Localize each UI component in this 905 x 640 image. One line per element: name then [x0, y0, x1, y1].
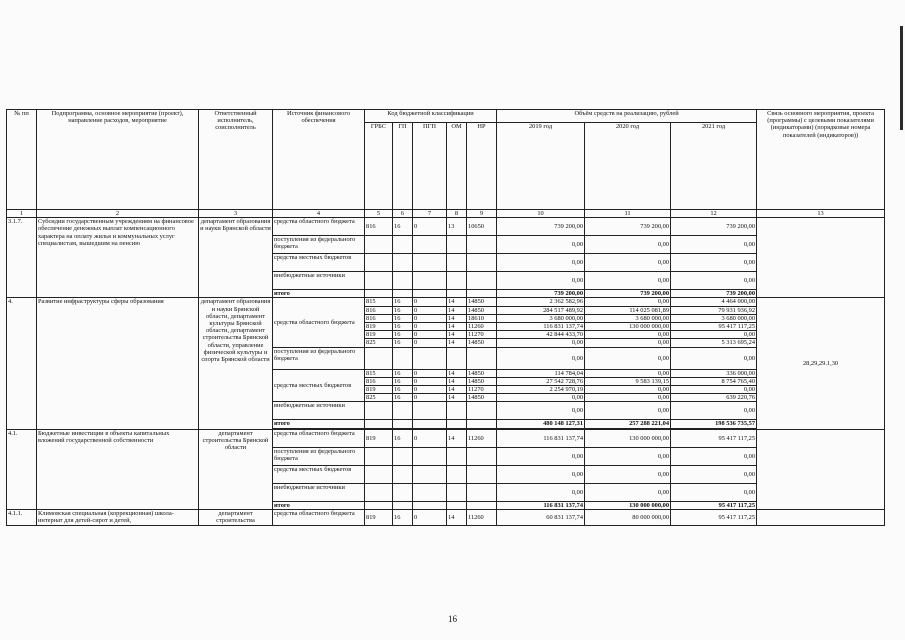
value-2020: 130 000 000,00 — [585, 429, 671, 447]
value-2019: 0,00 — [497, 483, 585, 501]
source-regional: средства областного бюджета — [273, 429, 365, 447]
value-2019: 0,00 — [497, 347, 585, 369]
om-cell: 14 — [447, 369, 467, 377]
value-2020: 0,00 — [585, 483, 671, 501]
source-local: средства местных бюджетов — [273, 369, 365, 402]
om-cell: 14 — [447, 377, 467, 385]
colnum: 7 — [413, 210, 447, 218]
value-2019: 0,00 — [497, 394, 585, 402]
source-local: средства местных бюджетов — [273, 254, 365, 272]
grbs-cell: 819 — [365, 509, 393, 525]
total-2020: 130 000 000,00 — [585, 501, 671, 509]
om-cell: 14 — [447, 386, 467, 394]
value-2019: 739 200,00 — [497, 218, 585, 236]
value-2019: 0,00 — [497, 272, 585, 290]
row-number: 4.1.1. — [7, 509, 37, 525]
value-2019: 42 844 433,70 — [497, 331, 585, 339]
value-2020: 3 680 000,00 — [585, 314, 671, 322]
source-federal: поступления из федерального бюджета — [273, 347, 365, 369]
link-cell — [757, 218, 885, 298]
colnum: 1 — [7, 210, 37, 218]
pgp-cell: 0 — [413, 377, 447, 385]
value-2020: 130 000 000,00 — [585, 323, 671, 331]
source-total: итого — [273, 420, 365, 428]
value-2021: 0,00 — [671, 483, 757, 501]
value-2020: 0,00 — [585, 369, 671, 377]
value-2021: 739 200,00 — [671, 218, 757, 236]
value-2019: 27 542 728,76 — [497, 377, 585, 385]
total-2021: 198 536 735,57 — [671, 420, 757, 428]
grbs-cell: 825 — [365, 394, 393, 402]
pgp-cell: 0 — [413, 386, 447, 394]
value-2021: 0,00 — [671, 386, 757, 394]
gp-cell: 16 — [393, 509, 413, 525]
nr-cell: 14850 — [467, 394, 497, 402]
source-total: итого — [273, 290, 365, 298]
nr-cell: 11270 — [467, 331, 497, 339]
om-cell: 14 — [447, 323, 467, 331]
pgp-cell: 0 — [413, 394, 447, 402]
responsible: департамент образования и науки Брянской области, департамент культуры Брянской области, департамент строительства Брянской области, управление физической культуры и спорта Брянской области — [199, 298, 273, 429]
volume-header: Объём средств на реализацию, рублей — [497, 110, 757, 123]
grbs-cell: 819 — [365, 323, 393, 331]
value-2020: 80 000 000,00 — [585, 509, 671, 525]
measure-name: Развитие инфраструктуры сферы образования — [37, 298, 199, 429]
measure-name: Климовская специальная (коррекционная) школа-интернат для детей-сирот и детей, — [37, 509, 199, 525]
gp-cell: 16 — [393, 394, 413, 402]
total-2019: 116 831 137,74 — [497, 501, 585, 509]
value-2019: 114 784,04 — [497, 369, 585, 377]
budget-table — [6, 109, 885, 526]
value-2020: 0,00 — [585, 254, 671, 272]
source-federal: поступления из федерального бюджета — [273, 236, 365, 254]
colnum: 4 — [273, 210, 365, 218]
nr-cell: 11260 — [467, 323, 497, 331]
grbs-cell: 819 — [365, 386, 393, 394]
value-2019: 116 831 137,74 — [497, 429, 585, 447]
value-2020: 0,00 — [585, 339, 671, 347]
value-2020: 0,00 — [585, 447, 671, 465]
value-2021: 0,00 — [671, 447, 757, 465]
pgp-cell: 0 — [413, 298, 447, 306]
source-local: средства местных бюджетов — [273, 465, 365, 483]
link-cell — [757, 429, 885, 509]
nr-cell: 14850 — [467, 369, 497, 377]
value-2019: 2 254 970,19 — [497, 386, 585, 394]
source-offbudget: внебюджетные источники — [273, 402, 365, 420]
total-2021: 739 200,00 — [671, 290, 757, 298]
value-2021: 95 417 117,25 — [671, 323, 757, 331]
nr-cell: 10650 — [467, 218, 497, 236]
responsible: департамент строительства Брянской области — [199, 429, 273, 509]
link-indicators: 28,29,29.1,30 — [757, 298, 885, 429]
grbs-cell: 816 — [365, 314, 393, 322]
table-row — [7, 429, 885, 447]
value-2019: 3 680 000,00 — [497, 314, 585, 322]
table-row — [7, 298, 885, 306]
pgp-cell: 0 — [413, 339, 447, 347]
table-row — [7, 218, 885, 236]
om-cell: 14 — [447, 306, 467, 314]
grbs-header: ГРБС — [365, 123, 393, 210]
colnum: 10 — [497, 210, 585, 218]
gp-header: ГП — [393, 123, 413, 210]
nr-cell: 14850 — [467, 377, 497, 385]
nr-cell: 11260 — [467, 429, 497, 447]
colnum: 8 — [447, 210, 467, 218]
grbs-cell: 816 — [365, 218, 393, 236]
value-2020: 0,00 — [585, 386, 671, 394]
gp-cell: 16 — [393, 331, 413, 339]
grbs-cell: 819 — [365, 331, 393, 339]
colnum: 5 — [365, 210, 393, 218]
measure-name: Бюджетные инвестиции в объекты капитальных вложений государственной собственности — [37, 429, 199, 509]
source-federal: поступления из федерального бюджета — [273, 447, 365, 465]
pgp-cell: 0 — [413, 331, 447, 339]
gp-cell: 16 — [393, 429, 413, 447]
value-2020: 0,00 — [585, 465, 671, 483]
value-2021: 0,00 — [671, 347, 757, 369]
row-number: 4. — [7, 298, 37, 429]
value-2019: 0,00 — [497, 339, 585, 347]
nr-cell: 11270 — [467, 386, 497, 394]
colnum: 9 — [467, 210, 497, 218]
colnum: 3 — [199, 210, 273, 218]
row-number: 3.1.7. — [7, 218, 37, 298]
pgp-cell: 0 — [413, 314, 447, 322]
om-cell: 13 — [447, 218, 467, 236]
pgp-cell: 0 — [413, 429, 447, 447]
col-responsible-header: Ответственный исполнитель, соисполнитель — [199, 110, 273, 210]
value-2021: 0,00 — [671, 331, 757, 339]
om-cell: 14 — [447, 429, 467, 447]
value-2021: 0,00 — [671, 402, 757, 420]
scan-edge-mark — [900, 26, 903, 130]
grbs-cell: 815 — [365, 369, 393, 377]
colnum: 12 — [671, 210, 757, 218]
gp-cell: 16 — [393, 218, 413, 236]
value-2021: 0,00 — [671, 254, 757, 272]
col-subprogram-header: Подпрограмма, основное мероприятие (проект), направление расходов, мероприятие — [37, 110, 199, 210]
om-cell: 14 — [447, 509, 467, 525]
source-offbudget: внебюджетные источники — [273, 272, 365, 290]
gp-cell: 16 — [393, 369, 413, 377]
total-2019: 739 200,00 — [497, 290, 585, 298]
value-2020: 0,00 — [585, 331, 671, 339]
grbs-cell: 825 — [365, 339, 393, 347]
grbs-cell: 815 — [365, 298, 393, 306]
nr-cell: 14850 — [467, 339, 497, 347]
y2020-header: 2020 год — [585, 123, 671, 210]
gp-cell: 16 — [393, 386, 413, 394]
grbs-cell: 819 — [365, 429, 393, 447]
om-cell: 14 — [447, 314, 467, 322]
value-2021: 0,00 — [671, 465, 757, 483]
source-offbudget: внебюджетные источники — [273, 483, 365, 501]
value-2019: 0,00 — [497, 254, 585, 272]
grbs-cell: 816 — [365, 377, 393, 385]
gp-cell: 16 — [393, 298, 413, 306]
y2019-header: 2019 год — [497, 123, 585, 210]
gp-cell: 16 — [393, 377, 413, 385]
colnum: 13 — [757, 210, 885, 218]
y2021-header: 2021 год — [671, 123, 757, 210]
om-cell: 14 — [447, 298, 467, 306]
gp-cell: 16 — [393, 339, 413, 347]
measure-name: Субсидии государственным учреждениям на финансовое обеспечение денежных выплат компенсационного характера на оплату жилья и коммунальных услуг специалистам, вышедшим на пенсию — [37, 218, 199, 298]
value-2021: 0,00 — [671, 272, 757, 290]
responsible: департамент строительства — [199, 509, 273, 525]
value-2019: 60 831 137,74 — [497, 509, 585, 525]
value-2021: 8 754 765,40 — [671, 377, 757, 385]
gp-cell: 16 — [393, 323, 413, 331]
value-2019: 2 362 582,96 — [497, 298, 585, 306]
value-2021: 95 417 117,25 — [671, 429, 757, 447]
value-2021: 5 313 695,24 — [671, 339, 757, 347]
column-number-row — [7, 210, 885, 218]
value-2020: 0,00 — [585, 272, 671, 290]
om-cell: 14 — [447, 394, 467, 402]
value-2019: 284 517 489,92 — [497, 306, 585, 314]
pgp-cell: 0 — [413, 323, 447, 331]
om-cell: 14 — [447, 331, 467, 339]
nr-header: НР — [467, 123, 497, 210]
responsible: департамент образования и науки Брянской области — [199, 218, 273, 298]
source-regional: средства областного бюджета — [273, 218, 365, 236]
value-2020: 739 200,00 — [585, 218, 671, 236]
value-2020: 0,00 — [585, 347, 671, 369]
total-2020: 739 200,00 — [585, 290, 671, 298]
value-2021: 639 220,76 — [671, 394, 757, 402]
link-cell — [757, 509, 885, 525]
value-2021: 79 931 936,92 — [671, 306, 757, 314]
nr-cell: 11260 — [467, 509, 497, 525]
value-2021: 336 000,00 — [671, 369, 757, 377]
nr-cell: 18610 — [467, 314, 497, 322]
gp-cell: 16 — [393, 314, 413, 322]
value-2020: 0,00 — [585, 298, 671, 306]
pgp-cell: 0 — [413, 218, 447, 236]
total-2020: 257 288 221,04 — [585, 420, 671, 428]
total-2019: 480 148 127,31 — [497, 420, 585, 428]
nr-cell: 14850 — [467, 298, 497, 306]
value-2021: 3 680 000,00 — [671, 314, 757, 322]
colnum: 6 — [393, 210, 413, 218]
value-2019: 0,00 — [497, 465, 585, 483]
total-2021: 95 417 117,25 — [671, 501, 757, 509]
value-2019: 0,00 — [497, 236, 585, 254]
budget-code-header: Код бюджетной классификации — [365, 110, 497, 123]
col-link-header: Связь основного мероприятия, проекта (программы) с целевыми показателями (индикаторами) (порядковые номера показателей (индикаторов)) — [757, 110, 885, 210]
om-cell: 14 — [447, 339, 467, 347]
pgp-cell: 0 — [413, 369, 447, 377]
pgp-cell: 0 — [413, 509, 447, 525]
value-2020: 0,00 — [585, 236, 671, 254]
value-2020: 114 025 081,89 — [585, 306, 671, 314]
value-2019: 0,00 — [497, 447, 585, 465]
om-header: ОМ — [447, 123, 467, 210]
value-2019: 116 831 137,74 — [497, 323, 585, 331]
header-row — [7, 110, 885, 123]
value-2021: 0,00 — [671, 236, 757, 254]
source-regional: средства областного бюджета — [273, 509, 365, 525]
col-num-header: № пп — [7, 110, 37, 210]
value-2021: 4 464 000,00 — [671, 298, 757, 306]
page-number: 16 — [448, 614, 457, 624]
colnum: 11 — [585, 210, 671, 218]
colnum: 2 — [37, 210, 199, 218]
value-2020: 0,00 — [585, 402, 671, 420]
value-2020: 0,00 — [585, 394, 671, 402]
value-2020: 9 583 139,15 — [585, 377, 671, 385]
source-regional: средства областного бюджета — [273, 298, 365, 347]
value-2019: 0,00 — [497, 402, 585, 420]
col-source-header: Источник финансового обеспечения — [273, 110, 365, 210]
row-number: 4.1. — [7, 429, 37, 509]
value-2021: 95 417 117,25 — [671, 509, 757, 525]
pgp-header: ПГП — [413, 123, 447, 210]
table-row — [7, 509, 885, 525]
pgp-cell: 0 — [413, 306, 447, 314]
nr-cell: 14850 — [467, 306, 497, 314]
gp-cell: 16 — [393, 306, 413, 314]
grbs-cell: 816 — [365, 306, 393, 314]
source-total: итого — [273, 501, 365, 509]
